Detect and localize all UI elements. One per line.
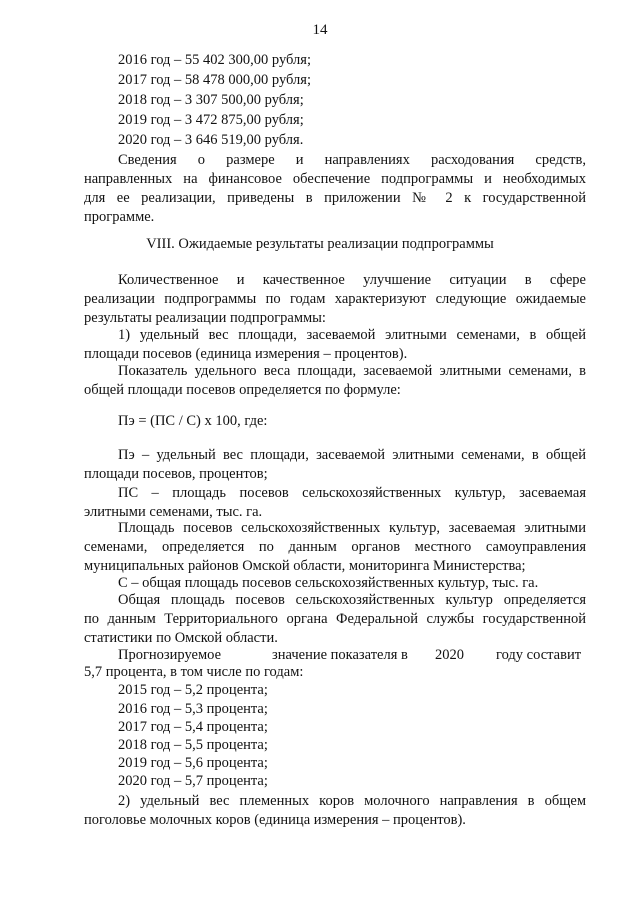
paragraph-line: реализации подпрограммы по годам характеризуют следующие ожидаемые [84, 291, 586, 307]
formula: Пэ = (ПС / С) х 100, где: [118, 413, 268, 429]
year-line: 2018 год – 5,5 процента; [118, 737, 268, 753]
list-item: площади посевов (единица измерения – процентов). [84, 346, 408, 362]
paragraph-line: Сведения о размере и направлениях расходования средств, [118, 152, 586, 168]
year-line: 2016 год – 5,3 процента; [118, 701, 268, 717]
paragraph-line: программе. [84, 209, 155, 225]
year-line: 2020 год – 5,7 процента; [118, 773, 268, 789]
section-heading: VIII. Ожидаемые результаты реализации подпрограммы [146, 236, 494, 252]
paragraph-line: Общая площадь посевов сельскохозяйственных культур определяется [118, 592, 586, 608]
year-line: 2015 год – 5,2 процента; [118, 682, 268, 698]
paragraph-line: по данным Территориального органа Федеральной службы государственной [84, 611, 586, 627]
definition-line: С – общая площадь посевов сельскохозяйственных культур, тыс. га. [118, 575, 539, 591]
year-line: 2017 год – 58 478 000,00 рубля; [118, 72, 311, 88]
paragraph-line: статистики по Омской области. [84, 630, 278, 646]
paragraph-line: направленных на финансовое обеспечение подпрограммы и необходимых [84, 171, 586, 187]
definition-line: ПС – площадь посевов сельскохозяйственных культур, засеваемая [118, 485, 586, 501]
paragraph-line: для ее реализации, приведены в приложении № 2 к государственной [84, 190, 586, 206]
forecast-word: году составит [496, 647, 582, 663]
list-item: 1) удельный вес площади, засеваемой элитными семенами, в общей [118, 327, 586, 343]
definition-line: Пэ – удельный вес площади, засеваемой элитными семенами, в общей [118, 447, 586, 463]
definition-line: элитными семенами, тыс. га. [84, 504, 263, 520]
forecast-word: Прогнозируемое [118, 647, 222, 663]
paragraph-line: Количественное и качественное улучшение ситуации в сфере [118, 272, 586, 288]
forecast-word: значение показателя в [272, 647, 408, 663]
definition-line: площади посевов, процентов; [84, 466, 268, 482]
list-item: поголовье молочных коров (единица измерения – процентов). [84, 812, 466, 828]
year-line: 2019 год – 3 472 875,00 рубля; [118, 112, 304, 128]
definition-line: Площадь посевов сельскохозяйственных культур, засеваемая элитными [118, 520, 586, 536]
year-line: 2018 год – 3 307 500,00 рубля; [118, 92, 304, 108]
year-line: 2016 год – 55 402 300,00 рубля; [118, 52, 311, 68]
year-line: 2020 год – 3 646 519,00 рубля. [118, 132, 304, 148]
year-line: 2017 год – 5,4 процента; [118, 719, 268, 735]
forecast-line: 5,7 процента, в том числе по годам: [84, 664, 304, 680]
paragraph-line: общей площади посевов определяется по формуле: [84, 382, 401, 398]
paragraph-line: результаты реализации подпрограммы: [84, 310, 326, 326]
definition-line: муниципальных районов Омской области, мониторинга Министерства; [84, 558, 526, 574]
year-line: 2019 год – 5,6 процента; [118, 755, 268, 771]
list-item: 2) удельный вес племенных коров молочного направления в общем [118, 793, 586, 809]
forecast-year: 2020 [435, 647, 464, 663]
page-number: 14 [312, 22, 328, 38]
paragraph-line: Показатель удельного веса площади, засеваемой элитными семенами, в [118, 363, 586, 379]
definition-line: семенами, определяется по данным органов местного самоуправления [84, 539, 586, 555]
